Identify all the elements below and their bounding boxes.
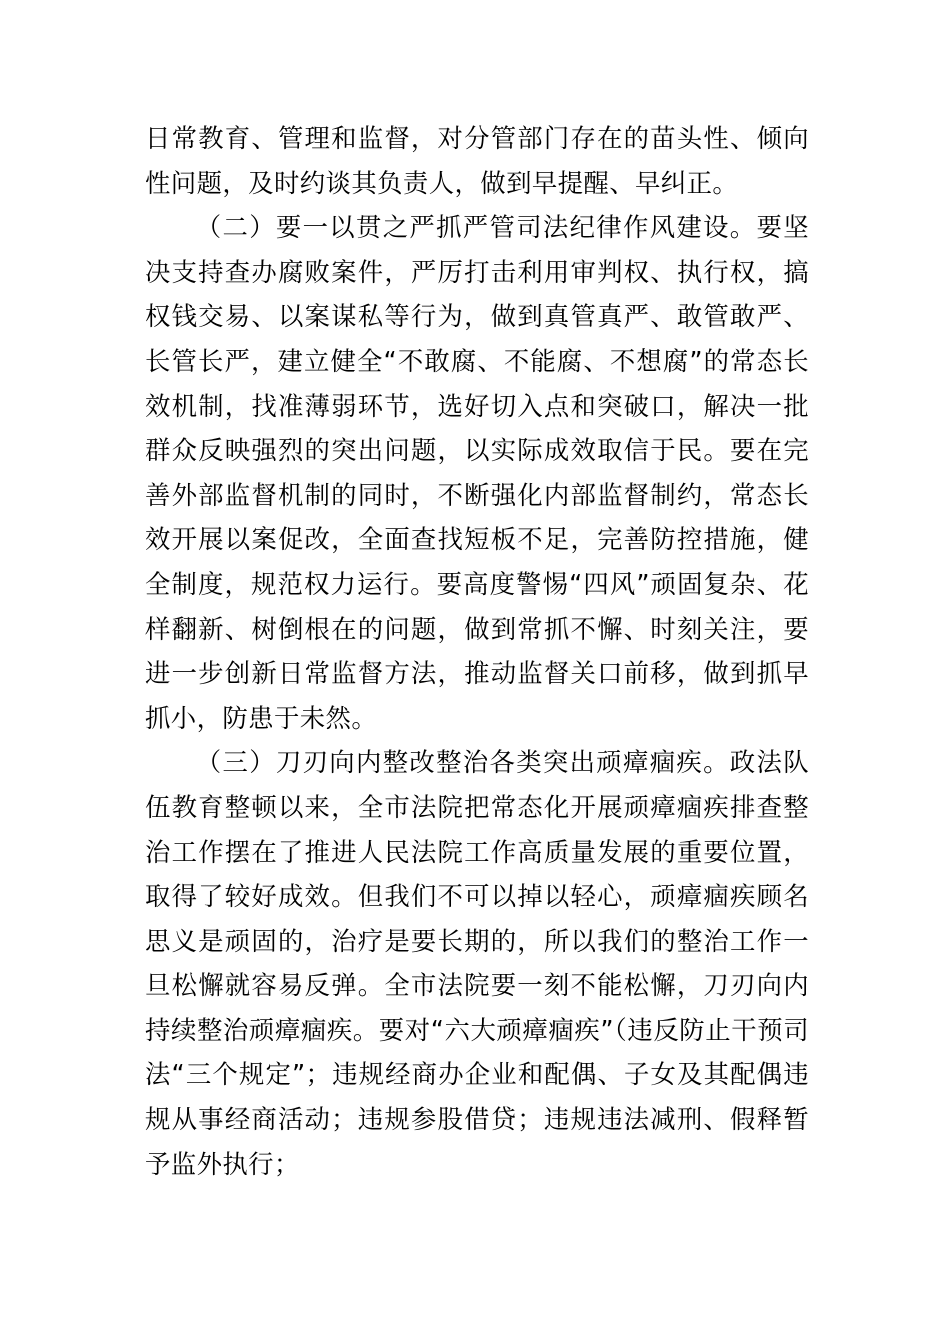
paragraph-section-2: （二）要一以贯之严抓严管司法纪律作风建设。要坚决支持查办腐败案件，严厉打击利用审判权、执行权，搞权钱交易、以案谋私等行为，做到真管真严、敢管敢严、长管长严，建立健全“不敢腐、不能腐、不想腐”的常态长效机制，找准薄弱环节，选好切入点和突破口，解决一批群众反映强烈的突出问题，以实际成效取信于民。要在完善外部监督机制的同时，不断强化内部监督制约，常态长效开展以案促改，全面查找短板不足，完善防控措施，健全制度，规范权力运行。要高度警惕“四风”顽固复杂、花样翻新、树倒根在的问题，做到常抓不懈、时刻关注，要进一步创新日常监督方法，推动监督关口前移，做到抓早抓小，防患于未然。 bbox=[145, 212, 809, 733]
paragraph-section-3: （三）刀刃向内整改整治各类突出顽瘴痼疾。政法队伍教育整顿以来，全市法院把常态化开展顽瘴痼疾排查整治工作摆在了推进人民法院工作高质量发展的重要位置，取得了较好成效。但我们不可以掉以轻心，顽瘴痼疾顾名思义是顽固的，治疗是要长期的，所以我们的整治工作一旦松懈就容易反弹。全市法院要一刻不能松懈，刀刃向内持续整治顽瘴痼疾。要对“六大顽瘴痼疾”（违反防止干预司法“三个规定”；违规经商办企业和配偶、子女及其配偶违规从事经商活动；违规参股借贷；违规违法减刑、假释暂予监外执行； bbox=[145, 747, 809, 1179]
document-body bbox=[145, 116, 809, 1186]
paragraph-continuation: 日常教育、管理和监督，对分管部门存在的苗头性、倾向性问题，及时约谈其负责人，做到早提醒、早纠正。 bbox=[145, 123, 809, 198]
